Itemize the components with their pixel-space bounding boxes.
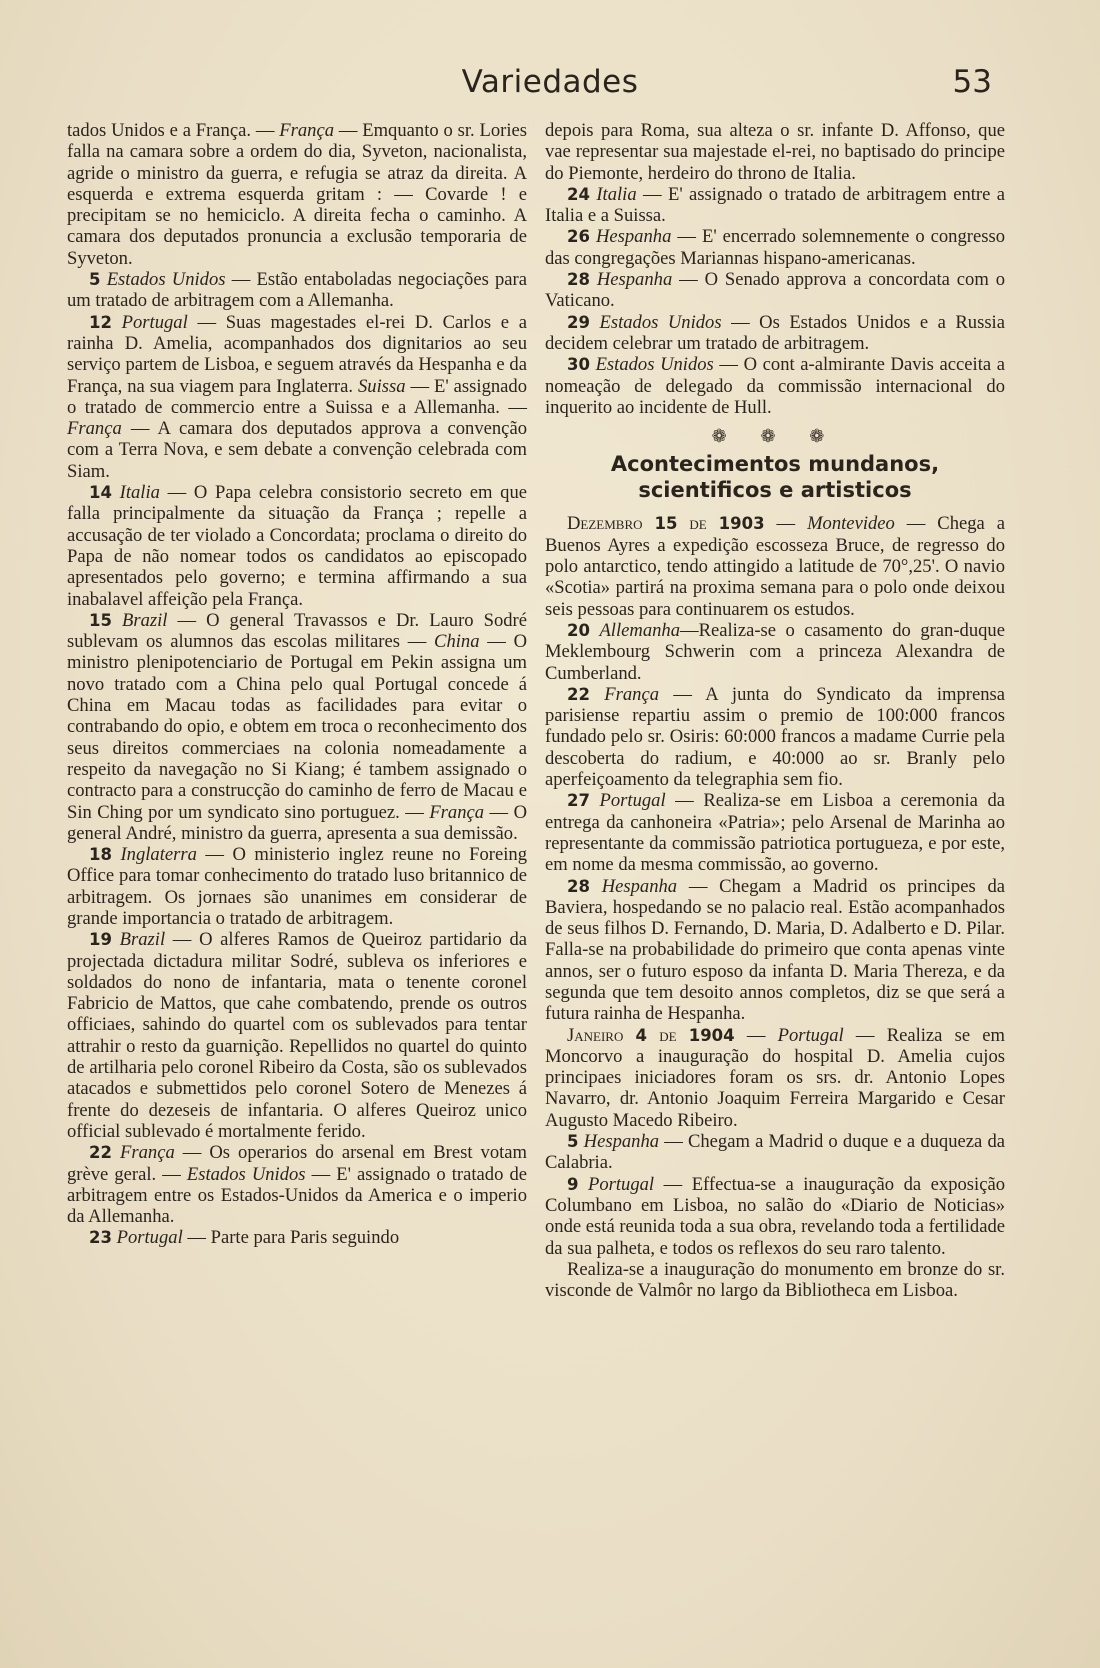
entry-place-name: Estados Unidos bbox=[595, 354, 714, 376]
entry-text: Realiza-se a inauguração do monumento em bronze do sr. visconde de Valmôr no largo da Bibliotheca em Lisboa. bbox=[545, 1258, 1005, 1302]
entry-place-name: Brazil bbox=[119, 929, 166, 951]
entry-text: — O general Travassos e Dr. Lauro Sodré sublevam os alumnos das escolas militares — bbox=[67, 609, 527, 653]
right-column-events bbox=[545, 513, 1005, 1301]
entry-date-label: Janeiro bbox=[567, 1024, 636, 1046]
entry-text bbox=[590, 684, 604, 705]
entry-day-number: 22 bbox=[89, 1143, 112, 1163]
chronicle-entry bbox=[67, 929, 527, 1142]
chronicle-entry bbox=[545, 513, 1005, 619]
entry-place-name: Hespanha bbox=[583, 1131, 660, 1153]
entry-text: — E' encerrado solemnemente o congresso das congregações Mariannas hispano-americanas. bbox=[545, 226, 1005, 269]
chronicle-entry bbox=[67, 120, 527, 269]
entry-day-number: 5 bbox=[89, 270, 101, 290]
entry-day-number: 22 bbox=[567, 684, 590, 704]
chronicle-entry bbox=[545, 184, 1005, 227]
entry-place-name: Portugal bbox=[587, 1173, 655, 1195]
entry-place-name: Inglaterra bbox=[120, 844, 197, 866]
entry-text: — Estão entaboladas negociações para um tratado de arbitragem com a Allemanha. bbox=[67, 269, 527, 312]
entry-day-number: 9 bbox=[567, 1174, 579, 1194]
entry-day-number: 14 bbox=[89, 483, 112, 503]
entry-text bbox=[112, 610, 122, 631]
entry-place-name: Montevideo bbox=[807, 513, 895, 535]
entry-text: — O general André, ministro da guerra, apresenta a sua demissão. bbox=[67, 801, 527, 844]
chronicle-entry bbox=[545, 1259, 1005, 1302]
entry-text: — Parte para Paris seguindo bbox=[182, 1227, 400, 1249]
entry-text: — Chegam a Madrid o duque e a duqueza da Calabria. bbox=[545, 1131, 1005, 1174]
entry-place-name: Suissa bbox=[357, 375, 406, 397]
entry-place-name: França bbox=[120, 1142, 175, 1164]
entry-place-name: Estados Unidos bbox=[106, 269, 226, 291]
entry-text: — Realiza se em Moncorvo a inauguração do hospital D. Amelia cujos principaes iniciadores foram os srs. dr. Antonio Lopes Navarro, dr. Antonio Joaquim Ferreira Margarido e Cesar Augusto Macedo Ribeiro. bbox=[545, 1024, 1005, 1131]
entry-date-number: 1903 bbox=[718, 514, 765, 534]
entry-place-name: Portugal bbox=[121, 311, 188, 333]
entry-day-number: 15 bbox=[89, 610, 112, 630]
chronicle-entry bbox=[67, 1142, 527, 1227]
entry-day-number: 18 bbox=[89, 845, 112, 865]
entry-text: depois para Roma, sua alteza o sr. infante D. Affonso, que vae representar sua majestade el-rei, no baptisado do principe do Piemonte, herdeiro do throno de Italia. bbox=[545, 120, 1005, 184]
entry-place-name: França bbox=[429, 801, 485, 823]
entry-text: — Os operarios do arsenal em Brest votam grève geral. — bbox=[67, 1142, 528, 1185]
entry-text bbox=[590, 876, 602, 897]
entry-text: — A junta do Syndicato da imprensa parisiense repartiu assim o premio de 100:000 francos fundado pelo sr. Osiris: 60:000 francos a madame Currie pela descoberta do radium, e 40:000 ao sr. Branly pelo aperfeiçoamento da telegraphia sem fio. bbox=[545, 683, 1005, 791]
entry-date-number: 4 bbox=[635, 1025, 648, 1045]
entry-text bbox=[590, 269, 597, 290]
right-column-chronicle bbox=[545, 120, 1005, 418]
entry-place-name: Hespanha bbox=[595, 226, 672, 248]
entry-text: —Realiza-se o casamento do gran-duque Meklembourg Schwerin com a princeza Alexandra de Cumberland. bbox=[545, 619, 1005, 684]
entry-text bbox=[590, 790, 600, 811]
chronicle-entry bbox=[67, 1227, 527, 1248]
chronicle-entry bbox=[67, 844, 527, 929]
entry-text: — E' assignado o tratado de arbitragem entre os Estados-Unidos da America e o imperio da Allemanha. bbox=[67, 1163, 527, 1228]
chronicle-entry bbox=[67, 482, 527, 610]
entry-place-name: Estados Unidos bbox=[599, 311, 722, 333]
entry-date-label: de bbox=[677, 513, 719, 535]
entry-text: — Os Estados Unidos e a Russia decidem celebrar um tratado de arbitragem. bbox=[545, 311, 1005, 354]
entry-place-name: Portugal bbox=[116, 1227, 183, 1249]
page-number: 53 bbox=[952, 64, 992, 100]
entry-place-name: Hespanha bbox=[596, 269, 673, 291]
entry-place-name: Italia bbox=[596, 183, 637, 205]
entry-day-number: 20 bbox=[567, 620, 590, 640]
chronicle-entry bbox=[545, 1131, 1005, 1174]
chronicle-entry bbox=[545, 1174, 1005, 1259]
entry-date-number: 1904 bbox=[688, 1025, 735, 1045]
entry-text: — O alferes Ramos de Queiroz partidario da projectada dictadura militar Sodré, subleva os inferiores e soldados do nono de infantaria, mata o tenente coronel Fabricio de Mattos, que cahe combatendo, prende os outros officiaes, sahindo do quartel com os sublevados para tentar attrahir o resto da guarnição. Repellidos no quartel do quinto de artilharia pelo coronel Ribeiro da Costa, são os sublevados atacados e submettidos pelo coronel Sotero de Menezes á frente do dezeseis de infantaria. O alferes Queiroz unico official sublevado é mortalmente ferido. bbox=[67, 929, 527, 1142]
entry-text bbox=[578, 1174, 588, 1195]
entry-place-name: Allemanha bbox=[599, 619, 681, 641]
entry-text: — Realiza-se em Lisboa a ceremonia da entrega da canhoneira «Patria»; pelo Arsenal de Marinha ao representante da commissão patriotica portugueza, e por este, em nome da mesma commissão, ao governo. bbox=[545, 790, 1005, 876]
entry-day-number: 29 bbox=[567, 312, 590, 332]
entry-place-name: China bbox=[434, 631, 480, 653]
entry-text bbox=[112, 312, 122, 333]
entry-text: — A camara dos deputados approva a convenção com a Terra Nova, e sem debate a convenção celebrada com Siam. bbox=[67, 418, 527, 482]
entry-day-number: 30 bbox=[567, 355, 590, 375]
entry-day-number: 23 bbox=[89, 1228, 112, 1248]
chronicle-entry bbox=[67, 269, 527, 312]
entry-text: tados Unidos e a França. — bbox=[67, 120, 280, 141]
entry-text: — Suas magestades el-rei D. Carlos e a rainha D. Amelia, acompanhados dos dignitarios ao seu serviço partem de Lisboa, e seguem através da Hespanha e da França, na sua viagem para Inglaterra. bbox=[67, 311, 527, 397]
chronicle-entry bbox=[67, 610, 527, 844]
entry-day-number: 5 bbox=[567, 1132, 579, 1152]
entry-place-name: Hespanha bbox=[601, 875, 678, 897]
entry-day-number: 27 bbox=[567, 791, 590, 811]
chronicle-entry bbox=[545, 1025, 1005, 1131]
left-column bbox=[67, 120, 527, 1249]
entry-place-name: França bbox=[604, 683, 660, 705]
running-head bbox=[0, 64, 1100, 108]
entry-place-name: França bbox=[279, 120, 334, 141]
section-heading: Acontecimentos mundanos, scientificos e artisticos bbox=[610, 452, 940, 503]
entry-date-label: Dezembro bbox=[567, 513, 655, 535]
chronicle-entry bbox=[545, 269, 1005, 312]
entry-text: — Chega a Buenos Ayres a expedição escosseza Bruce, de regresso do polo antarctico, tendo attingido a latitude de 70°,25'. O navio «Scotia» partirá na proxima semana para o polo onde deixou seis pessoas para continuarem os estudos. bbox=[545, 513, 1005, 620]
chronicle-entry bbox=[545, 876, 1005, 1025]
chronicle-entry bbox=[545, 684, 1005, 790]
entry-text: — E' assignado o tratado de commercio entre a Suissa e a Allemanha. — bbox=[67, 375, 528, 418]
entry-day-number: 28 bbox=[567, 876, 590, 896]
chronicle-entry bbox=[67, 312, 527, 482]
entry-text: — Effectua-se a inauguração da exposição Columbano em Lisboa, no salão do «Diario de Noticias» onde está reunida toda a sua obra, revelando toda a fertilidade da sua palheta, e todos os reflexos do seu raro talento. bbox=[545, 1173, 1005, 1259]
chronicle-entry bbox=[545, 120, 1005, 184]
entry-place-name: Italia bbox=[119, 482, 160, 504]
entry-text: — Chegam a Madrid os principes da Baviera, hospedando se no palacio real. Estão acompanhados de seus filhos D. Fernando, D. Maria, D. Adalberto e D. Pilar. Falla-se na probabilidade do primeiro que conta apenas vinte annos, ser o futuro esposo da infanta D. Maria Thereza, e da segunda que tem desoito annos completos, diz se que será a futura rainha de Hespanha. bbox=[545, 875, 1005, 1025]
entry-text bbox=[112, 482, 120, 503]
entry-text: — bbox=[734, 1024, 778, 1046]
chronicle-entry bbox=[545, 790, 1005, 875]
chronicle-entry bbox=[545, 620, 1005, 684]
entry-day-number: 24 bbox=[567, 184, 590, 204]
entry-text bbox=[112, 929, 120, 950]
chronicle-entry bbox=[545, 226, 1005, 269]
entry-text: — Emquanto o sr. Lories falla na camara sobre a ordem do dia, Syveton, nacionalista, agride o ministro da guerra, e refugia se atraz da direita. A esquerda e extrema esquerda gritam : — Covarde ! e precipitam se no hemiciclo. A direita fecha o caminho. A camara dos deputados pronuncia a exclusão temporaria de Syveton. bbox=[67, 120, 527, 269]
entry-place-name: França bbox=[67, 418, 122, 440]
entry-place-name: Portugal bbox=[599, 790, 666, 812]
entry-day-number: 12 bbox=[89, 312, 112, 332]
entry-date-label: de bbox=[647, 1024, 689, 1046]
entry-day-number: 19 bbox=[89, 930, 112, 950]
entry-date-number: 15 bbox=[654, 514, 678, 534]
right-column bbox=[545, 120, 1005, 1301]
entry-text: — O Senado approva a concordata com o Vaticano. bbox=[545, 269, 1005, 312]
chronicle-entry bbox=[545, 312, 1005, 355]
chronicle-entry bbox=[545, 354, 1005, 418]
entry-text: — O cont a-almirante Davis acceita a nomeação de delegado da commissão internacional do inquerito ao incidente de Hull. bbox=[545, 354, 1005, 418]
section-ornament: ❁ ❁ ❁ bbox=[711, 426, 839, 448]
entry-day-number: 28 bbox=[567, 270, 590, 290]
entry-text: — E' assignado o tratado de arbitragem entre a Italia e a Suissa. bbox=[545, 183, 1005, 227]
entry-place-name: Portugal bbox=[777, 1024, 844, 1046]
entry-text: — bbox=[764, 513, 808, 535]
entry-text: — O Papa celebra consistorio secreto em que falla principalmente da situação da França ; repelle a accusação de ter violado a Concordata; proclama o direito do Papa de não nomear todos os candidatos ao episcopado apresentados pelo governo; e termina affirmando a sua inabalavel affeição pela França. bbox=[67, 482, 527, 610]
entry-place-name: Estados Unidos bbox=[186, 1163, 306, 1185]
entry-text: — O ministerio inglez reune no Foreing Office para tomar conhecimento do tratado luso britannico de arbitragem. Os jornaes são unanimes em considerar de grande importancia o tratado de arbitragem. bbox=[67, 844, 527, 929]
entry-text: — O ministro plenipotenciario de Portugal em Pekin assigna um novo tratado com a China pelo qual Portugal concede á China em Macau todas as facilidades para evitar o contrabando do opio, e obtem em troca o reconhecimento dos seus direitos commerciaes na colonia nomeadamente a respeito da navegação no Si Kiang; é tambem assignado o contracto para a construcção do caminho de ferro de Macau e Sin Ching por um syndicato sino portuguez. — bbox=[67, 631, 527, 823]
entry-place-name: Brazil bbox=[122, 609, 168, 631]
entry-day-number: 26 bbox=[567, 227, 590, 247]
entry-text bbox=[112, 1142, 120, 1163]
page-title: Variedades bbox=[461, 64, 639, 100]
